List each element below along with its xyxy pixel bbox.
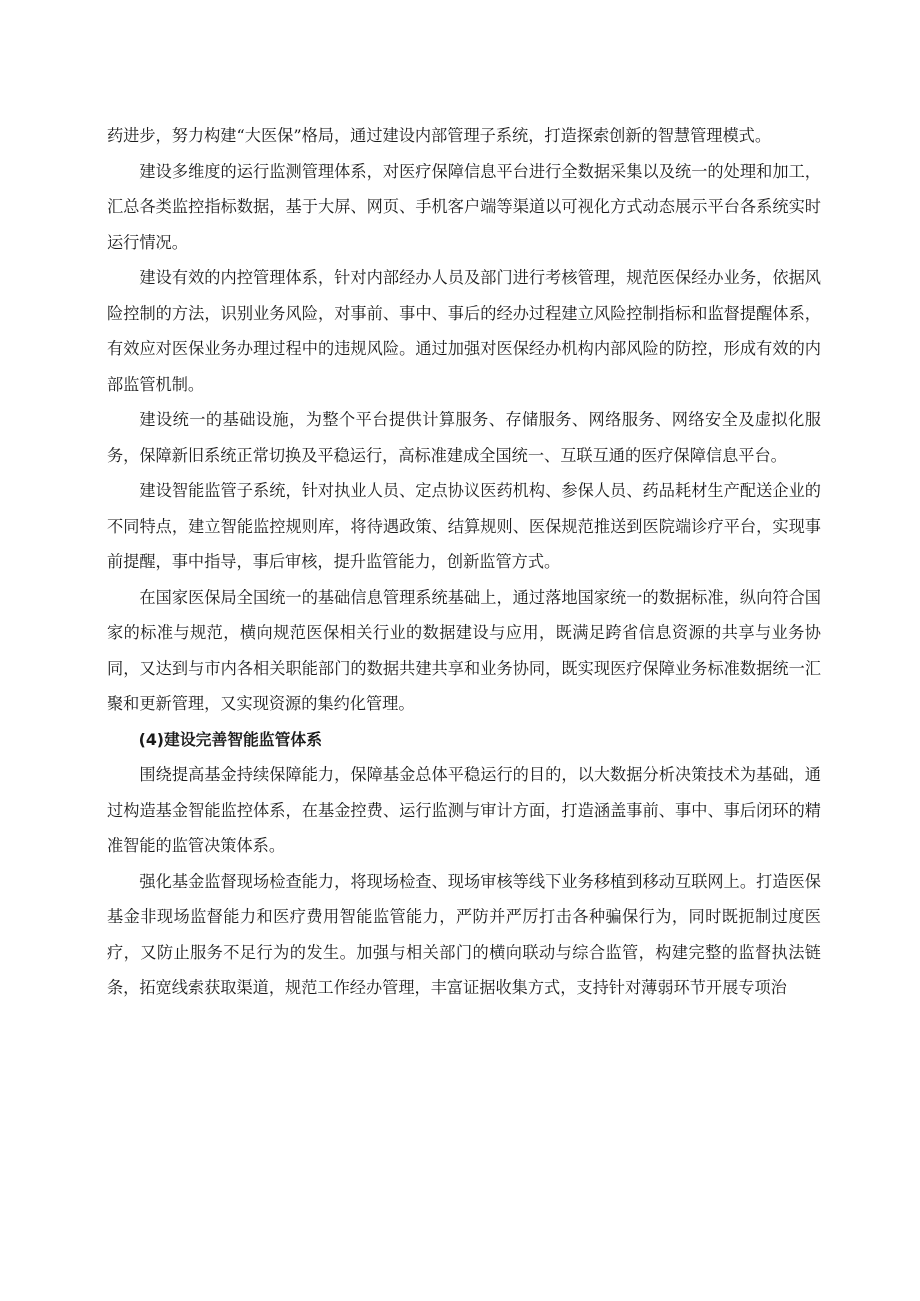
paragraph-monitoring-system: 建设多维度的运行监测管理体系，对医疗保障信息平台进行全数据采集以及统一的处理和加工，汇总各类监控指标数据，基于大屏、网页、手机客户端等渠道以可视化方式动态展示平台各系统实时运行情况。 <box>107 161 821 252</box>
paragraph-fund-monitoring: 围绕提高基金持续保障能力，保障基金总体平稳运行的目的，以大数据分析决策技术为基础，通过构造基金智能监控体系，在基金控费、运行监测与审计方面，打造涵盖事前、事中、事后闭环的精准智能的监管决策体系。 <box>107 765 821 855</box>
document-body <box>107 118 821 1006</box>
section-heading: (4)建设完善智能监管体系 <box>138 729 322 749</box>
paragraph-continuation: 药进步，努力构建“大医保”格局，通过建设内部管理子系统，打造探索创新的智慧管理模式。 <box>107 126 772 145</box>
paragraph-internal-control: 建设有效的内控管理体系，针对内部经办人员及部门进行考核管理，规范医保经办业务，依据风险控制的方法，识别业务风险，对事前、事中、事后的经办过程建立风险控制指标和监督提醒体系，有效应对医保业务办理过程中的违规风险。通过加强对医保经办机构内部风险的防控，形成有效的内部监管机制。 <box>107 268 821 394</box>
paragraph-infrastructure: 建设统一的基础设施，为整个平台提供计算服务、存储服务、网络服务、网络安全及虚拟化服务，保障新旧系统正常切换及平稳运行，高标准建成全国统一、互联互通的医疗保障信息平台。 <box>107 410 821 465</box>
paragraph-data-standards: 在国家医保局全国统一的基础信息管理系统基础上，通过落地国家统一的数据标准，纵向符合国家的标准与规范，横向规范医保相关行业的数据建设与应用，既满足跨省信息资源的共享与业务协同，又达到与市内各相关职能部门的数据共建共享和业务协同，既实现医疗保障业务标准数据统一汇聚和更新管理，又实现资源的集约化管理。 <box>107 587 821 713</box>
paragraph-smart-supervision: 建设智能监管子系统，针对执业人员、定点协议医药机构、参保人员、药品耗材生产配送企业的不同特点，建立智能监控规则库，将待遇政策、结算规则、医保规范推送到医院端诊疗平台，实现事前提醒，事中指导，事后审核，提升监管能力，创新监管方式。 <box>107 481 821 571</box>
paragraph-onsite-inspection: 强化基金监督现场检查能力，将现场检查、现场审核等线下业务移植到移动互联网上。打造医保基金非现场监督能力和医疗费用智能监管能力，严防并严厉打击各种骗保行为，同时既扼制过度医疗，又防止服务不足行为的发生。加强与相关部门的横向联动与综合监管，构建完整的监督执法链条，拓宽线索获取渠道，规范工作经办管理，丰富证据收集方式，支持针对薄弱环节开展专项治 <box>107 871 821 997</box>
